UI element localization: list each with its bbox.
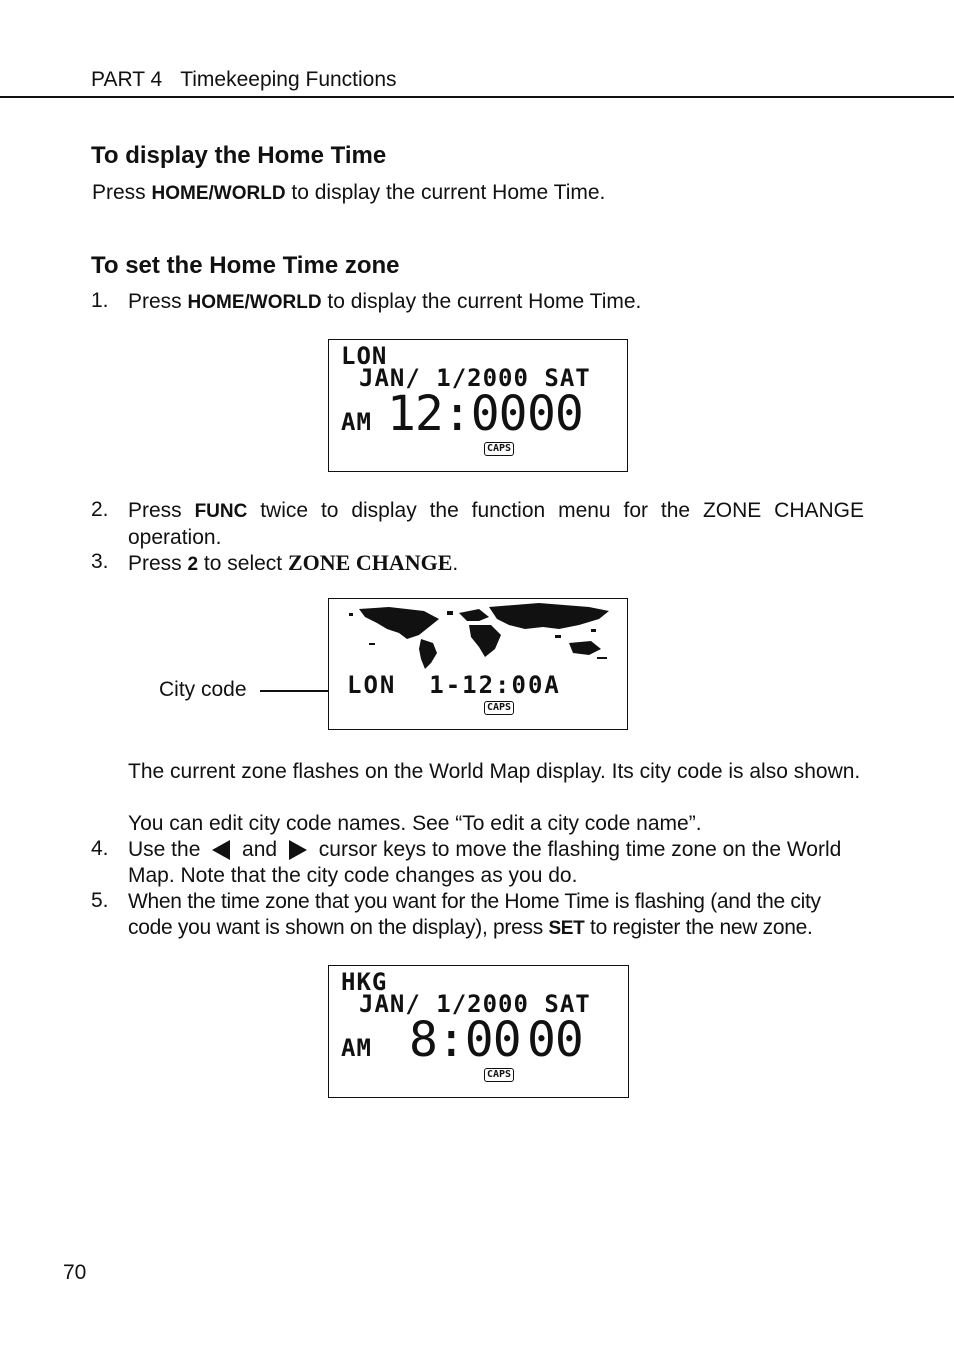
map-island bbox=[447, 611, 453, 615]
lcd-ampm: AM bbox=[341, 408, 372, 436]
lcd-date: JAN/ 1/2000 SAT bbox=[359, 990, 591, 1018]
step-number: 5. bbox=[91, 889, 109, 912]
header-rule bbox=[0, 96, 954, 98]
map-africa bbox=[469, 625, 501, 657]
step-number: 3. bbox=[91, 550, 109, 573]
header-title: Timekeeping Functions bbox=[180, 68, 397, 91]
map-asia bbox=[489, 603, 609, 629]
note-edit-city-code: You can edit city code names. See “To edit a city code name”. bbox=[128, 812, 702, 835]
lcd-city-code-line: LON 1-12:00A bbox=[347, 671, 561, 699]
map-island bbox=[349, 613, 353, 616]
caps-indicator: CAPS bbox=[484, 701, 514, 715]
lcd-city-code: HKG bbox=[341, 968, 388, 996]
lcd-display-home-time-hkg bbox=[328, 965, 629, 1098]
key-2: 2 bbox=[187, 554, 199, 575]
section-heading-set-home-zone: To set the Home Time zone bbox=[91, 252, 400, 279]
caps-indicator: CAPS bbox=[484, 1068, 514, 1082]
map-island bbox=[369, 643, 375, 645]
lcd-display-world-map bbox=[328, 598, 628, 730]
page-number: 70 bbox=[63, 1261, 87, 1284]
right-arrow-icon bbox=[289, 840, 307, 860]
step-3-text: Press 2 to select ZONE CHANGE. bbox=[128, 550, 459, 575]
lcd-time: 8:00 bbox=[409, 1012, 521, 1068]
lcd-seconds: 00 bbox=[527, 1012, 583, 1068]
map-south-america bbox=[419, 639, 437, 669]
lcd-city-code: LON bbox=[341, 342, 388, 370]
step-1-text: Press HOME/WORLD to display the current Home Time. bbox=[128, 290, 642, 313]
caps-indicator: CAPS bbox=[484, 442, 514, 456]
lcd-seconds: 00 bbox=[527, 386, 583, 442]
lcd-display-home-time-lon bbox=[328, 339, 628, 472]
step-4-text: Use the and cursor keys to move the flashing time zone on the World Map. Note that the city code changes as you do. bbox=[128, 838, 842, 887]
note-flashing-zone: The current zone flashes on the World Map display. Its city code is also shown. bbox=[128, 760, 861, 783]
step-number: 4. bbox=[91, 837, 109, 860]
map-europe bbox=[459, 609, 489, 621]
callout-leader-line bbox=[260, 690, 333, 692]
section-heading-display-home-time: To display the Home Time bbox=[91, 142, 387, 169]
running-header bbox=[91, 68, 397, 92]
map-island bbox=[555, 635, 561, 638]
lcd-time: 12:00 bbox=[387, 386, 527, 442]
lcd-ampm: AM bbox=[341, 1034, 372, 1062]
section1-paragraph: Press HOME/WORLD to display the current Home Time. bbox=[92, 181, 606, 204]
key-func: FUNC bbox=[194, 501, 248, 522]
step-2-text: Press FUNC twice to display the function menu for the ZONE CHANGE operation. bbox=[128, 499, 864, 549]
world-map-graphic bbox=[329, 599, 626, 671]
map-island bbox=[597, 657, 607, 659]
key-home-world: HOME/WORLD bbox=[187, 292, 322, 313]
left-arrow-icon bbox=[212, 840, 230, 860]
map-north-america bbox=[359, 607, 439, 639]
key-home-world: HOME/WORLD bbox=[151, 183, 286, 204]
step-number: 1. bbox=[91, 289, 109, 312]
menu-zone-change: ZONE CHANGE bbox=[287, 550, 453, 575]
step-number: 2. bbox=[91, 498, 109, 521]
step-5-text: When the time zone that you want for the Home Time is flashing (and the city code you want is shown on the display), press SET to register the new zone. bbox=[128, 890, 821, 939]
key-set: SET bbox=[548, 918, 585, 939]
map-australia bbox=[569, 641, 601, 655]
lcd-date: JAN/ 1/2000 SAT bbox=[359, 364, 591, 392]
map-island bbox=[591, 629, 596, 632]
callout-city-code: City code bbox=[159, 678, 247, 701]
header-part: PART 4 bbox=[91, 68, 163, 91]
